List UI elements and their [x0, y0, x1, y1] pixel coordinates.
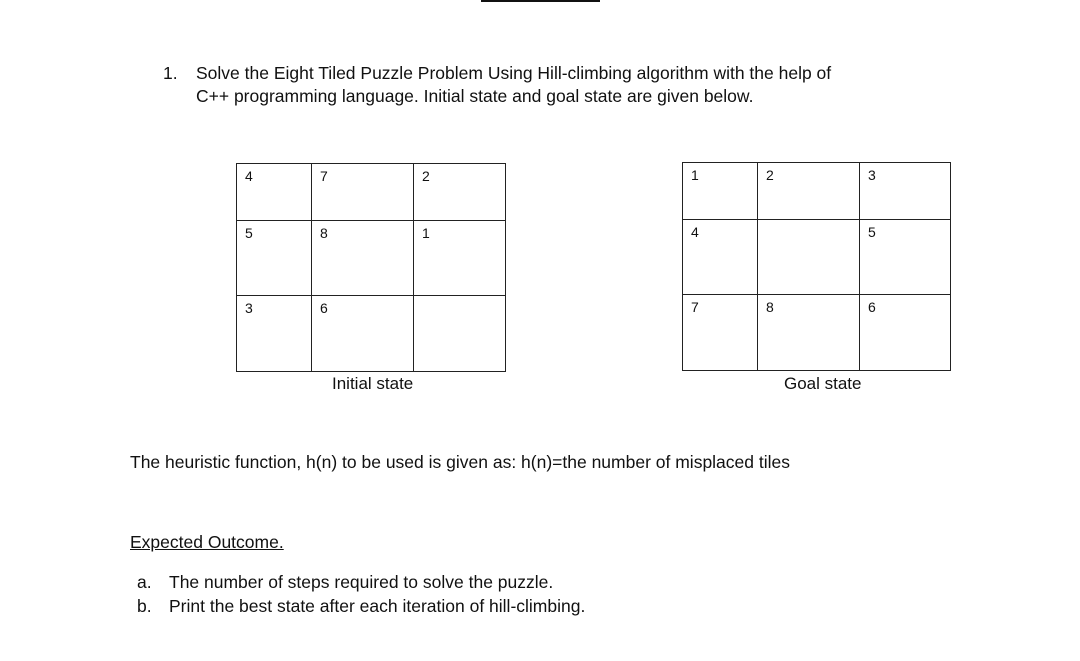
tile: 4 [691, 224, 699, 241]
heuristic-statement: The heuristic function, h(n) to be used is given as: h(n)=the number of misplaced tiles [130, 452, 790, 472]
grid-cell-blank [414, 295, 506, 371]
grid-row [237, 221, 506, 295]
grid-row [683, 163, 951, 220]
tile: 3 [868, 167, 876, 183]
grid-cell [758, 163, 860, 220]
grid-cell [312, 164, 414, 221]
grid-cell [312, 295, 414, 371]
tile: 4 [245, 168, 253, 184]
initial-state-caption: Initial state [332, 374, 414, 393]
question-number: 1. [163, 63, 178, 83]
tile: 8 [766, 298, 774, 315]
grid-row [237, 164, 506, 221]
grid-cell [683, 220, 758, 294]
grid-cell [312, 221, 414, 295]
tile: 2 [766, 167, 774, 183]
tile: 1 [422, 225, 430, 242]
question-line-1: Solve the Eight Tiled Puzzle Problem Using Hill-climbing algorithm with the help of [196, 63, 832, 83]
tile: 7 [691, 298, 699, 315]
tile: 2 [422, 168, 430, 184]
list-item [137, 594, 585, 618]
grid-cell [683, 294, 758, 370]
list-marker: b. [137, 596, 152, 616]
tile: 8 [320, 225, 328, 242]
grid-cell [414, 221, 506, 295]
grid-cell [237, 221, 312, 295]
list-item-text: Print the best state after each iteration of hill-climbing. [169, 596, 586, 616]
grid-cell [237, 164, 312, 221]
grid-cell [237, 295, 312, 371]
grid-cell [860, 294, 951, 370]
tile: 5 [245, 225, 253, 242]
tile: 6 [320, 299, 328, 316]
list-item [137, 570, 585, 594]
grid-cell-blank [758, 220, 860, 294]
tile [414, 296, 505, 300]
tile: 5 [868, 224, 876, 241]
expected-outcome-heading: Expected Outcome. [130, 532, 284, 552]
goal-state-caption: Goal state [784, 374, 862, 393]
grid-cell [860, 220, 951, 294]
grid-cell [414, 164, 506, 221]
grid-cell [758, 294, 860, 370]
grid-row [683, 294, 951, 370]
grid-cell [860, 163, 951, 220]
list-marker: a. [137, 572, 152, 592]
tile: 7 [320, 168, 328, 184]
tile: 3 [245, 299, 253, 316]
tile: 1 [691, 167, 699, 183]
top-rule [481, 0, 600, 2]
grid-row [683, 220, 951, 294]
goal-state-grid [682, 162, 951, 371]
question [163, 62, 963, 108]
tile: 6 [868, 298, 876, 315]
grid-row [237, 295, 506, 371]
initial-state-grid [236, 163, 506, 372]
grid-cell [683, 163, 758, 220]
expected-outcome-list [137, 570, 585, 618]
list-item-text: The number of steps required to solve the puzzle. [169, 572, 554, 592]
tile [758, 220, 859, 224]
question-line-2: C++ programming language. Initial state and goal state are given below. [196, 86, 754, 106]
